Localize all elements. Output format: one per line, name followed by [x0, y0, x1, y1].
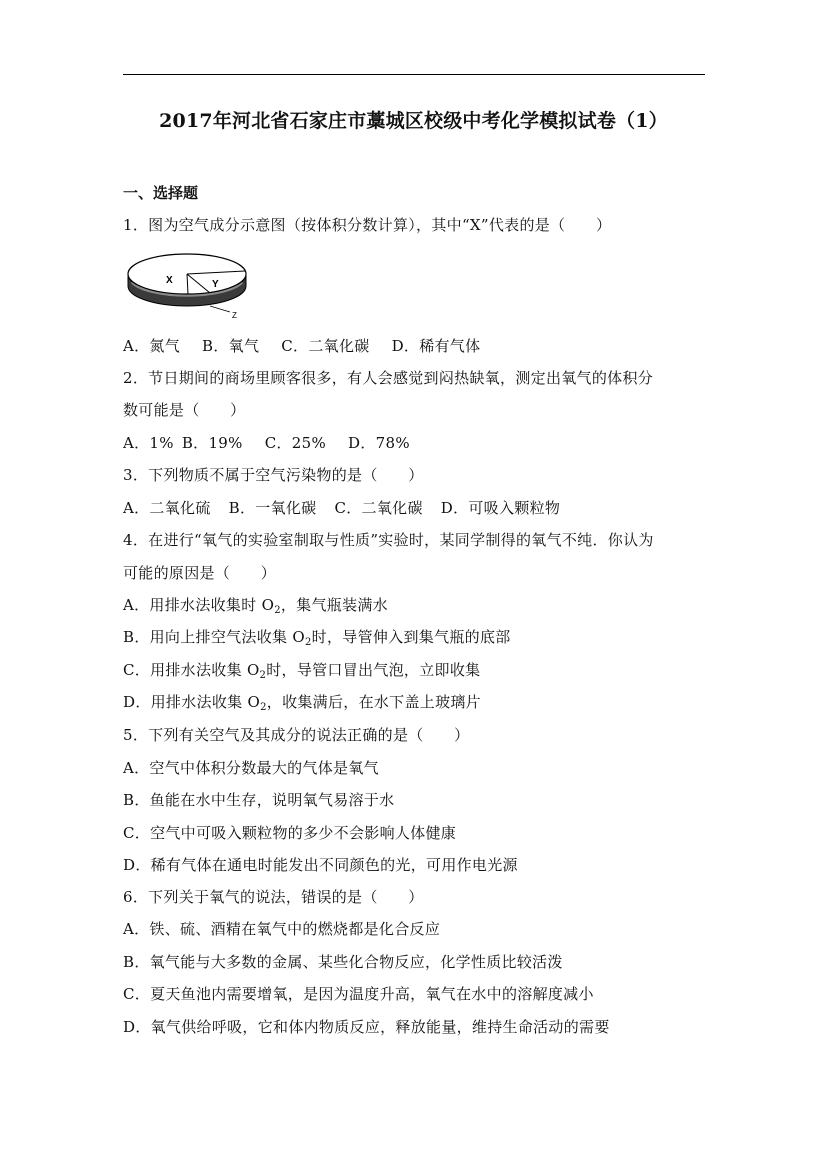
question-2-options [123, 432, 432, 453]
label-y: Y [212, 279, 219, 290]
question-4-option-d[interactable] [123, 691, 481, 712]
page-title: 2017年河北省石家庄市藁城区校级中考化学模拟试卷（1） [159, 110, 668, 132]
question-6-stem: 6．下列关于氧气的说法，错误的是（ ） [123, 888, 424, 906]
question-1-stem: 1．图为空气成分示意图（按体积分数计算），其中“X”代表的是（ ） [123, 216, 612, 234]
question-2-stem-line-2: 数可能是（ ） [123, 401, 246, 419]
option-text: B．用向上排空气法收集 O [123, 628, 305, 646]
option-d[interactable]: D．稀有气体 [391, 337, 481, 355]
header-rule [123, 74, 705, 75]
option-text: A．用排水法收集时 O [123, 596, 275, 614]
question-5-stem: 5．下列有关空气及其成分的说法正确的是（ ） [123, 726, 470, 744]
option-c[interactable]: C．25% [264, 434, 327, 452]
option-d[interactable]: D．78% [348, 434, 410, 452]
question-3-options [123, 497, 582, 518]
question-6-option-b[interactable]: B．氧气能与大多数的金属、某些化合物反应，化学性质比较活泼 [123, 953, 563, 971]
question-2-stem-line-1: 2．节日期间的商场里顾客很多，有人会感觉到闷热缺氧，测定出氧气的体积分 [123, 369, 654, 387]
option-b[interactable]: B．一氧化碳 [228, 499, 317, 517]
option-text: ，集气瓶装满水 [280, 596, 388, 614]
subscript: 2 [274, 605, 281, 616]
option-text: 时，导管伸入到集气瓶的底部 [311, 628, 511, 646]
subscript: 2 [259, 670, 267, 681]
option-a[interactable]: A．二氧化硫 [123, 499, 211, 517]
question-6-option-c[interactable]: C．夏天鱼池内需要增氧，是因为温度升高，氧气在水中的溶解度减小 [123, 985, 594, 1003]
subscript: 2 [260, 702, 267, 713]
question-5-option-a[interactable]: A．空气中体积分数最大的气体是氧气 [123, 759, 379, 777]
option-c[interactable]: C．二氧化碳 [334, 499, 423, 517]
subscript: 2 [305, 637, 312, 648]
question-4-option-a[interactable] [123, 594, 388, 615]
option-c[interactable]: C．二氧化碳 [281, 337, 370, 355]
label-x: X [166, 275, 173, 286]
section-heading: 一、选择题 [123, 184, 199, 202]
question-6-option-d[interactable]: D．氧气供给呼吸，它和体内物质反应，释放能量，维持生命活动的需要 [123, 1018, 610, 1036]
question-5-option-c[interactable]: C．空气中可吸入颗粒物的多少不会影响人体健康 [123, 824, 457, 842]
option-a[interactable]: A．1% [123, 434, 174, 452]
option-b[interactable]: B．19% [181, 434, 243, 452]
question-1-options [123, 335, 502, 356]
option-a[interactable]: A．氮气 [123, 337, 181, 355]
question-5-option-b[interactable]: B．鱼能在水中生存，说明氧气易溶于水 [123, 791, 395, 809]
air-composition-pie-figure [126, 244, 250, 320]
question-4-stem-line-2: 可能的原因是（ ） [123, 564, 277, 582]
question-4-option-b[interactable] [123, 626, 511, 647]
z-pointer [210, 306, 230, 312]
label-z: Z [232, 311, 237, 320]
question-5-option-d[interactable]: D．稀有气体在通电时能发出不同颜色的光，可用作电光源 [123, 856, 518, 874]
question-3-stem: 3．下列物质不属于空气污染物的是（ ） [123, 466, 424, 484]
option-b[interactable]: B．氧气 [202, 337, 260, 355]
option-text: ，收集满后，在水下盖上玻璃片 [266, 693, 481, 711]
question-6-option-a[interactable]: A．铁、硫、酒精在氧气中的燃烧都是化合反应 [123, 920, 441, 938]
question-4-stem-line-1: 4．在进行“氧气的实验室制取与性质”实验时，某同学制得的氧气不纯．你认为 [123, 531, 654, 549]
option-text: 时，导管口冒出气泡，立即收集 [266, 661, 481, 679]
option-text: C．用排水法收集 O [123, 661, 260, 679]
option-text: D．用排水法收集 O [123, 693, 261, 711]
option-d[interactable]: D．可吸入颗粒物 [440, 499, 561, 517]
question-4-option-c[interactable] [123, 659, 480, 680]
